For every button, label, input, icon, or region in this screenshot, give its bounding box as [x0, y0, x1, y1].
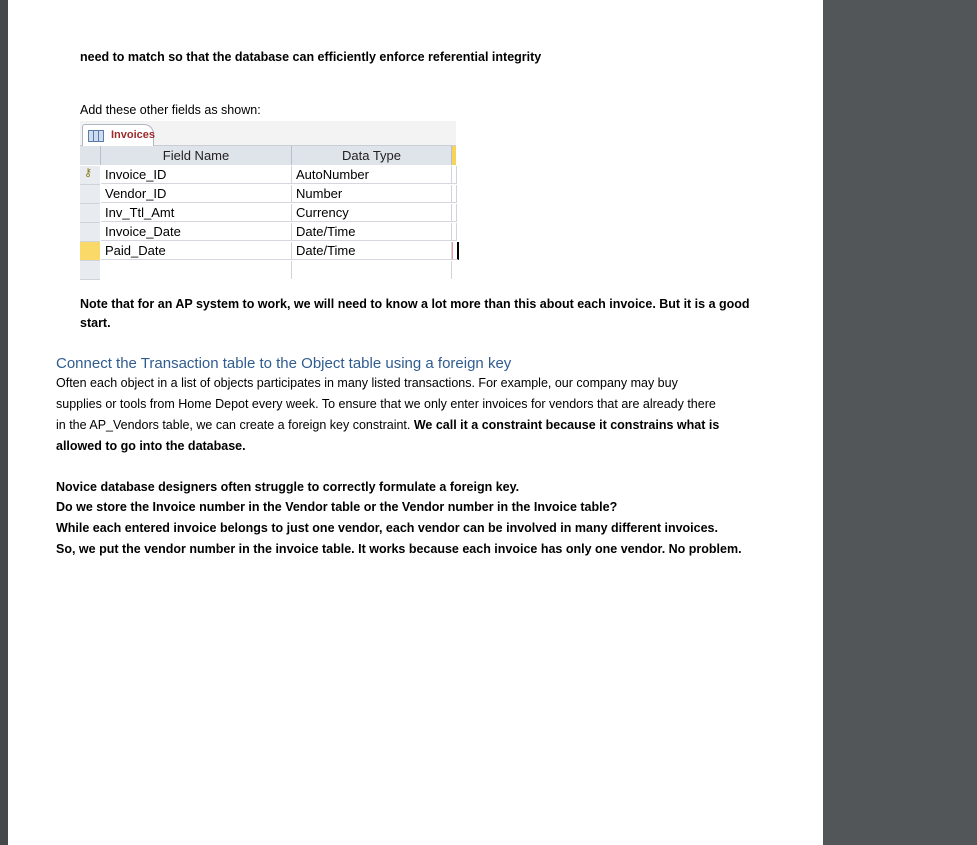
row-selector[interactable] [80, 223, 100, 242]
bold-line: Do we store the Invoice number in the Vendor table or the Vendor number in the Invoice table? [56, 500, 618, 514]
row-selector[interactable] [80, 261, 100, 280]
field-name-cell[interactable]: Paid_Date [101, 242, 292, 260]
data-type-cell[interactable]: Date/Time [292, 223, 452, 241]
bold-line: So, we put the vendor number in the invoice table. It works because each invoice has only one vendor. No problem. [56, 542, 742, 556]
body-bold-text: We call it a constraint because it constrains what is [413, 418, 720, 432]
row-selector[interactable] [80, 242, 100, 261]
column-header-field-name: Field Name [101, 146, 292, 165]
section-heading: Connect the Transaction table to the Object table using a foreign key [56, 355, 512, 372]
access-table-design-view [80, 121, 456, 278]
field-name-cell[interactable]: Inv_Ttl_Amt [101, 204, 292, 222]
tab-invoices[interactable]: Invoices [82, 124, 154, 146]
body-line: supplies or tools from Home Depot every week. To ensure that we only enter invoices for vendors that are already there [56, 397, 716, 411]
note: start. [80, 316, 111, 330]
description-cell[interactable] [452, 185, 457, 203]
paragraph: Add these other fields as shown: [80, 103, 261, 117]
data-type-cell[interactable]: Number [292, 185, 452, 203]
field-name-cell[interactable]: Vendor_ID [101, 185, 292, 203]
bold-line: Novice database designers often struggle to correctly formulate a foreign key. [56, 480, 520, 494]
data-type-cell[interactable]: Currency [292, 204, 452, 222]
body-line: allowed to go into the database. [56, 439, 246, 453]
row-selector[interactable] [80, 204, 100, 223]
data-type-cell[interactable]: Date/Time [292, 242, 452, 260]
body-text: in the AP_Vendors table, we can create a foreign key constraint. [56, 418, 414, 432]
description-cell[interactable] [452, 223, 457, 241]
tab-bar [80, 121, 456, 146]
field-name-cell[interactable] [101, 261, 292, 279]
note: Note that for an AP system to work, we will need to know a lot more than this about each invoice. But it is a good [80, 297, 750, 311]
field-name-cell[interactable]: Invoice_ID [101, 166, 292, 184]
primary-key-icon: ⚷ [84, 167, 93, 179]
description-cell[interactable] [452, 242, 459, 260]
column-header-data-type: Data Type [292, 146, 452, 165]
row-selector[interactable] [80, 166, 100, 185]
viewer-left-edge [0, 0, 8, 845]
body-line: Often each object in a list of objects participates in many listed transactions. For example, our company may buy [56, 376, 678, 390]
column-header-description [452, 146, 456, 165]
description-cell[interactable] [452, 166, 457, 184]
row-selector[interactable] [80, 185, 100, 204]
data-type-cell[interactable]: AutoNumber [292, 166, 452, 184]
data-type-cell[interactable] [292, 261, 452, 279]
field-name-cell[interactable]: Invoice_Date [101, 223, 292, 241]
description-cell[interactable] [452, 204, 457, 222]
row-selector-header [80, 146, 101, 165]
table-icon [88, 130, 104, 142]
paragraph: need to match so that the database can efficiently enforce referential integrity [80, 50, 542, 64]
body-line [56, 415, 719, 436]
bold-line: While each entered invoice belongs to just one vendor, each vendor can be involved in many different invoices. [56, 521, 718, 535]
